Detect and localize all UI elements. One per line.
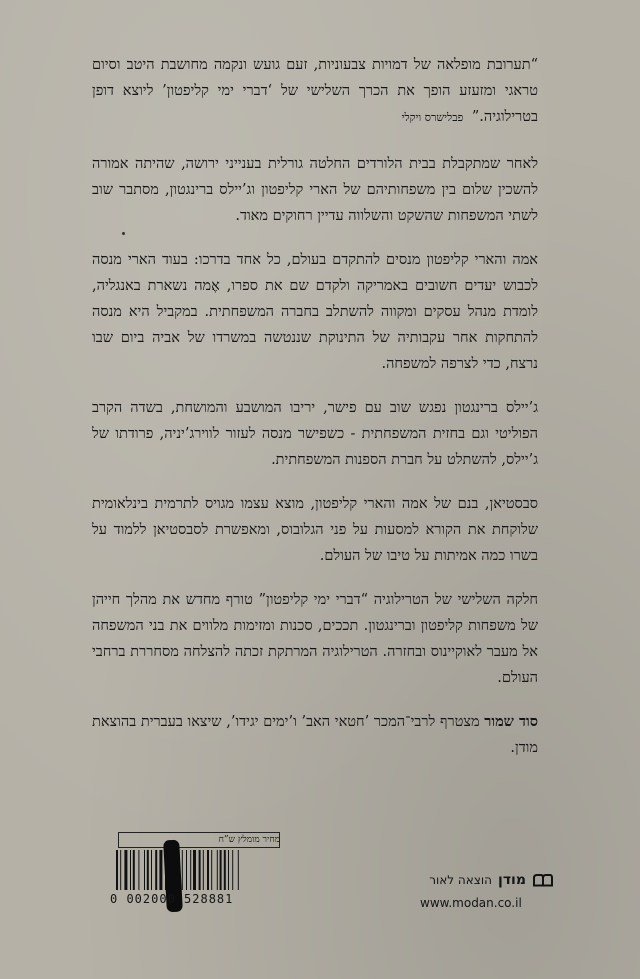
modan-logo-icon <box>532 873 554 887</box>
barcode-block <box>110 832 282 910</box>
back-cover-text <box>92 52 538 779</box>
author-bio-text: מצטרף לרבי־המכר ’חטאי האב’ ו’ימים יגידו’, שיצאו בעברית בהוצאת מודן. <box>92 714 538 756</box>
barcode-bar <box>238 850 239 890</box>
publisher-line <box>404 872 554 888</box>
barcode-bar <box>207 850 209 890</box>
publisher-subtitle: הוצאה לאור <box>429 873 493 887</box>
barcode-bar <box>182 850 183 890</box>
book-title-bold: סוד שמור <box>484 713 538 730</box>
barcode-bar <box>159 850 162 890</box>
barcode-bar <box>190 850 191 890</box>
barcode-bar <box>224 850 226 890</box>
barcode-bar <box>193 850 196 890</box>
barcode-bar <box>155 850 157 890</box>
review-quote <box>92 52 538 131</box>
barcode-bar <box>147 850 149 890</box>
synopsis-paragraph-5: חלקה השלישי של הטרילוגיה “דברי ימי קליפטון” טורף מחדש את מהלך חייהן של משפחות קליפטון וברינגטון. תככים, סכנות ומזימות מלווים את בני המשפחה אל מעבר לאוקיינוס ובחזרה. הטרילוגיה המרתקת זכתה להצלחה מסחררת ברחבי העולם. <box>92 592 538 686</box>
synopsis-paragraph-3: ג’יילס ברינגטון נפגש שוב עם פישר, יריבו המושבע והמושחת, בשדה הקרב הפוליטי וגם בחזית המשפחתית - כשפישר מנסה לעזור לווירג’יניה, פרודתו של ג’יילס, להשתלט על חברת הספנות המשפחתית. <box>92 400 538 468</box>
price-label: מחיר מומלץ ש”ח <box>218 835 280 845</box>
barcode-bar <box>228 850 229 890</box>
barcode-bar <box>138 850 139 890</box>
barcode-bar <box>220 850 222 890</box>
review-quote-source: פבלישרס ויקלי <box>401 111 464 124</box>
barcode-bar <box>186 850 187 890</box>
barcode-bar <box>217 850 218 890</box>
barcode-bar <box>232 850 233 890</box>
barcode-bar <box>120 850 121 890</box>
barcode-bar <box>130 850 131 890</box>
barcode-bar <box>116 850 118 890</box>
barcode-bar <box>203 850 204 890</box>
barcode-bar <box>124 850 127 890</box>
barcode-bar <box>199 850 201 890</box>
barcode-bar <box>133 850 135 890</box>
synopsis-paragraph-1: לאחר שמתקבלת בבית הלורדים החלטה גורלית בענייני ירושה, שהיתה אמורה להשכין שלום בין משפחותיהם של הארי קליפטון וג’יילס ברינגטון, מסתבר שוב לשתי המשפחות שהשקט והשלווה עדיין רחוקים מאוד. <box>92 156 538 224</box>
synopsis-paragraph-2: אמה והארי קליפטון מנסים להתקדם בעולם, כל אחד בדרכו: בעוד הארי מנסה לכבוש יעדים חשובים באמריקה ולקדם שם את ספרו, אֶמה נשארת באנגליה, לומדת מנהל עסקים ומקווה להשתלב בחברה המשפחתית. במקביל היא מנסה להתחקות אחר עקבותיה של התינוקת שננטשה במשרדו של אביה ביום שבו נרצח, כדי לצרפה למשפחה. <box>92 252 538 372</box>
publisher-name: מודן <box>498 872 526 888</box>
barcode-bar <box>144 850 145 890</box>
author-bio <box>92 709 538 761</box>
synopsis-paragraph-4: סבסטיאן, בנם של אמה והארי קליפטון, מוצא עצמו מגויס לתרמית בינלאומית שלוקחת את הקורא למסעות על פני הגלובוס, ומאפשרת לסבסטיאן ללמוד על בשרו כמה אמיתות על טיבו של העולם. <box>92 496 538 564</box>
review-quote-text: “תערובת מופלאה של דמויות צבעוניות, זעם גועש ונקמה מחושבת היטב וסיום טראגי ומזעזע הופך את הכרך השלישי של ‘דברי ימי קליפטון’ ליוצא דופן בטרילוגיה.” <box>92 57 538 125</box>
barcode-digits: 0 002000 528881 <box>110 892 234 906</box>
publisher-block <box>404 872 554 910</box>
publisher-website: www.modan.co.il <box>420 896 522 910</box>
barcode-bar <box>211 850 212 890</box>
barcode-bar <box>151 850 152 890</box>
barcode-icon <box>116 850 276 890</box>
